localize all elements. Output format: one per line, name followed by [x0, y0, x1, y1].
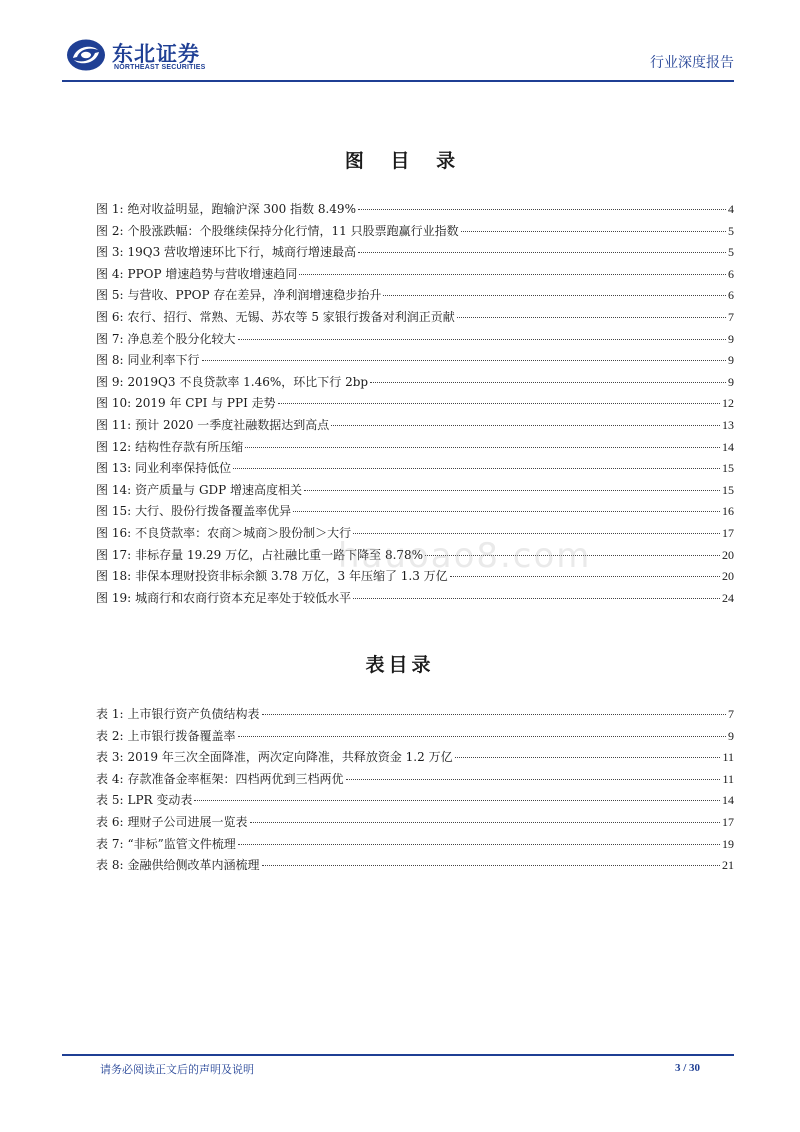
toc-entry-label: 图 12:	[96, 439, 132, 454]
toc-entry-label: 表 4:	[96, 771, 124, 786]
toc-entry-title: 2019 年三次全面降准，两次定向降准，共释放资金 1.2 万亿	[127, 750, 453, 765]
toc-entry[interactable]	[96, 727, 734, 749]
toc-entry-title: 上市银行拨备覆盖率	[127, 728, 236, 743]
toc-entry-label: 图 4:	[96, 266, 124, 281]
toc-entry-label: 图 10:	[96, 396, 132, 411]
toc-entry-page: 20	[722, 547, 734, 562]
toc-leader-dots	[262, 714, 726, 715]
toc-entry-page: 9	[728, 374, 734, 389]
toc-leader-dots	[353, 598, 720, 599]
page-header	[62, 32, 734, 80]
toc-leader-dots	[331, 425, 720, 426]
toc-entry-label: 图 19:	[96, 590, 132, 605]
toc-entry-label: 图 11:	[96, 417, 132, 432]
toc-entry-label: 图 15:	[96, 504, 132, 519]
toc-leader-dots	[358, 252, 726, 253]
toc-entry-label: 图 2:	[96, 223, 124, 238]
toc-entry-label: 图 16:	[96, 525, 132, 540]
toc-entry[interactable]	[96, 770, 734, 792]
toc-entry-title: 不良贷款率：农商＞城商＞股份制＞大行	[135, 525, 352, 540]
toc-entry[interactable]	[96, 705, 734, 727]
toc-leader-dots	[383, 295, 726, 296]
toc-entry-page: 9	[728, 353, 734, 368]
toc-entry-page: 7	[728, 309, 734, 324]
tables-toc-title: 表目录	[365, 654, 435, 676]
toc-entry-page: 13	[722, 417, 734, 432]
toc-leader-dots	[238, 844, 720, 845]
toc-entry-title: 2019Q3 不良贷款率 1.46%，环比下行 2bp	[127, 374, 369, 389]
toc-entry-page: 11	[722, 750, 734, 765]
toc-leader-dots	[233, 468, 720, 469]
toc-entry[interactable]	[96, 265, 734, 287]
toc-entry-page: 20	[722, 569, 734, 584]
toc-entry[interactable]	[96, 373, 734, 395]
toc-leader-dots	[358, 209, 726, 210]
toc-leader-dots	[245, 447, 720, 448]
toc-leader-dots	[457, 317, 726, 318]
toc-entry-page: 9	[728, 331, 734, 346]
toc-entry-label: 图 9:	[96, 374, 124, 389]
toc-entry-label: 表 7:	[96, 836, 124, 851]
toc-entry-label: 图 14:	[96, 482, 132, 497]
toc-entry-title: 预计 2020 一季度社融数据达到高点	[135, 417, 330, 432]
toc-leader-dots	[299, 274, 726, 275]
header-divider	[62, 80, 734, 82]
toc-entry-title: 绝对收益明显，跑输沪深 300 指数 8.49%	[127, 202, 356, 216]
toc-entry-page: 5	[728, 245, 734, 260]
toc-entry-page: 19	[722, 836, 734, 851]
toc-entry-label: 图 1:	[96, 202, 124, 216]
toc-entry-title: 同业利率保持低位	[135, 461, 232, 476]
toc-entry-title: 与营收、PPOP 存在差异，净利润增速稳步抬升	[127, 288, 382, 303]
toc-leader-dots	[346, 779, 721, 780]
toc-entry-title: 净息差个股分化较大	[127, 331, 236, 346]
tables-toc-list	[96, 705, 734, 878]
toc-entry[interactable]	[96, 286, 734, 308]
brand-name-en: NORTHEAST SECURITIES	[114, 64, 206, 71]
toc-entry-label: 图 8:	[96, 353, 124, 368]
toc-entry-title: 非保本理财投资非标余额 3.78 万亿，3 年压缩了 1.3 万亿	[135, 569, 448, 584]
toc-entry-page: 16	[722, 504, 734, 519]
toc-entry[interactable]	[96, 459, 734, 481]
toc-entry-title: 存款准备金率框架：四档两优到三档两优	[127, 771, 344, 786]
toc-entry[interactable]	[96, 200, 734, 222]
toc-entry[interactable]	[96, 243, 734, 265]
toc-entry[interactable]	[96, 416, 734, 438]
toc-entry-label: 图 13:	[96, 461, 132, 476]
toc-entry-label: 图 6:	[96, 309, 124, 324]
toc-entry-label: 图 17:	[96, 547, 132, 562]
toc-entry-page: 5	[728, 223, 734, 238]
toc-leader-dots	[353, 533, 720, 534]
toc-leader-dots	[278, 403, 720, 404]
toc-entry-page: 4	[728, 202, 734, 216]
toc-entry[interactable]	[96, 856, 734, 878]
toc-leader-dots	[238, 736, 726, 737]
toc-entry-page: 17	[722, 525, 734, 540]
toc-entry[interactable]	[96, 813, 734, 835]
toc-entry[interactable]	[96, 589, 734, 611]
toc-entry-page: 15	[722, 461, 734, 476]
toc-entry-title: 资产质量与 GDP 增速高度相关	[135, 482, 303, 497]
toc-entry-title: PPOP 增速趋势与营收增速趋同	[127, 266, 298, 281]
toc-leader-dots	[370, 382, 726, 383]
toc-entry-label: 表 8:	[96, 858, 124, 873]
toc-entry[interactable]	[96, 351, 734, 373]
toc-entry-label: 表 1:	[96, 707, 124, 721]
toc-leader-dots	[304, 490, 720, 491]
toc-leader-dots	[194, 800, 720, 801]
toc-entry-label: 表 6:	[96, 814, 124, 829]
toc-entry[interactable]	[96, 308, 734, 330]
toc-entry-page: 17	[722, 814, 734, 829]
toc-entry[interactable]	[96, 394, 734, 416]
toc-leader-dots	[450, 576, 720, 577]
toc-entry-page: 15	[722, 482, 734, 497]
toc-entry-title: 非标存量 19.29 万亿，占社融比重一路下降至 8.78%	[135, 547, 424, 562]
toc-leader-dots	[250, 822, 720, 823]
report-type: 行业深度报告	[650, 55, 734, 71]
toc-entry-page: 9	[728, 728, 734, 743]
toc-entry-title: 个股涨跌幅：个股继续保持分化行情，11 只股票跑赢行业指数	[127, 223, 459, 238]
toc-leader-dots	[238, 339, 726, 340]
toc-leader-dots	[202, 360, 726, 361]
toc-entry[interactable]	[96, 330, 734, 352]
toc-entry-title: 城商行和农商行资本充足率处于较低水平	[135, 590, 352, 605]
toc-entry-page: 24	[722, 590, 734, 605]
figures-toc-title: 图 目 录	[344, 150, 466, 172]
toc-entry-title: 19Q3 营收增速环比下行，城商行增速最高	[127, 245, 357, 260]
toc-entry-label: 图 5:	[96, 288, 124, 303]
toc-entry-label: 表 2:	[96, 728, 124, 743]
toc-leader-dots	[461, 231, 726, 232]
toc-entry-label: 表 3:	[96, 750, 124, 765]
toc-entry-title: 同业利率下行	[127, 353, 200, 368]
toc-entry-page: 12	[722, 396, 734, 411]
toc-entry[interactable]	[96, 438, 734, 460]
watermark: hauoao8.com	[338, 536, 592, 576]
toc-entry-page: 6	[728, 288, 734, 303]
toc-entry-title: 结构性存款有所压缩	[135, 439, 244, 454]
footer-divider	[62, 1054, 734, 1056]
toc-entry-page: 11	[722, 771, 734, 786]
toc-entry-label: 表 5:	[96, 793, 124, 808]
toc-entry-title: 2019 年 CPI 与 PPI 走势	[135, 396, 276, 411]
toc-entry[interactable]	[96, 791, 734, 813]
toc-entry-page: 21	[722, 858, 734, 873]
toc-entry[interactable]	[96, 502, 734, 524]
toc-entry-page: 14	[722, 793, 734, 808]
toc-entry[interactable]	[96, 835, 734, 857]
toc-entry-label: 图 3:	[96, 245, 124, 260]
toc-entry-title: 金融供给侧改革内涵梳理	[127, 858, 260, 873]
brand-name-cn: 东北证券	[112, 42, 200, 66]
toc-entry-page: 14	[722, 439, 734, 454]
toc-entry[interactable]	[96, 222, 734, 244]
toc-entry-title: 大行、股份行拨备覆盖率优异	[135, 504, 292, 519]
footer-disclaimer: 请务必阅读正文后的声明及说明	[100, 1063, 254, 1076]
toc-entry-label: 图 18:	[96, 569, 132, 584]
toc-leader-dots	[455, 757, 721, 758]
toc-entry-label: 图 7:	[96, 331, 124, 346]
toc-entry-title: 上市银行资产负债结构表	[127, 707, 260, 721]
toc-entry-title: “非标”监管文件梳理	[127, 836, 236, 851]
toc-entry-title: 农行、招行、常熟、无锡、苏农等 5 家银行拨备对利润正贡献	[127, 309, 455, 324]
toc-leader-dots	[293, 511, 720, 512]
toc-entry[interactable]	[96, 481, 734, 503]
toc-entry-page: 6	[728, 266, 734, 281]
toc-entry-title: 理财子公司进展一览表	[127, 814, 248, 829]
toc-leader-dots	[262, 865, 720, 866]
toc-entry-page: 7	[728, 707, 734, 721]
toc-entry-title: LPR 变动表	[127, 793, 193, 808]
page-number: 3 / 30	[674, 1062, 700, 1074]
northeast-securities-logo-icon	[66, 38, 106, 72]
toc-entry[interactable]	[96, 748, 734, 770]
